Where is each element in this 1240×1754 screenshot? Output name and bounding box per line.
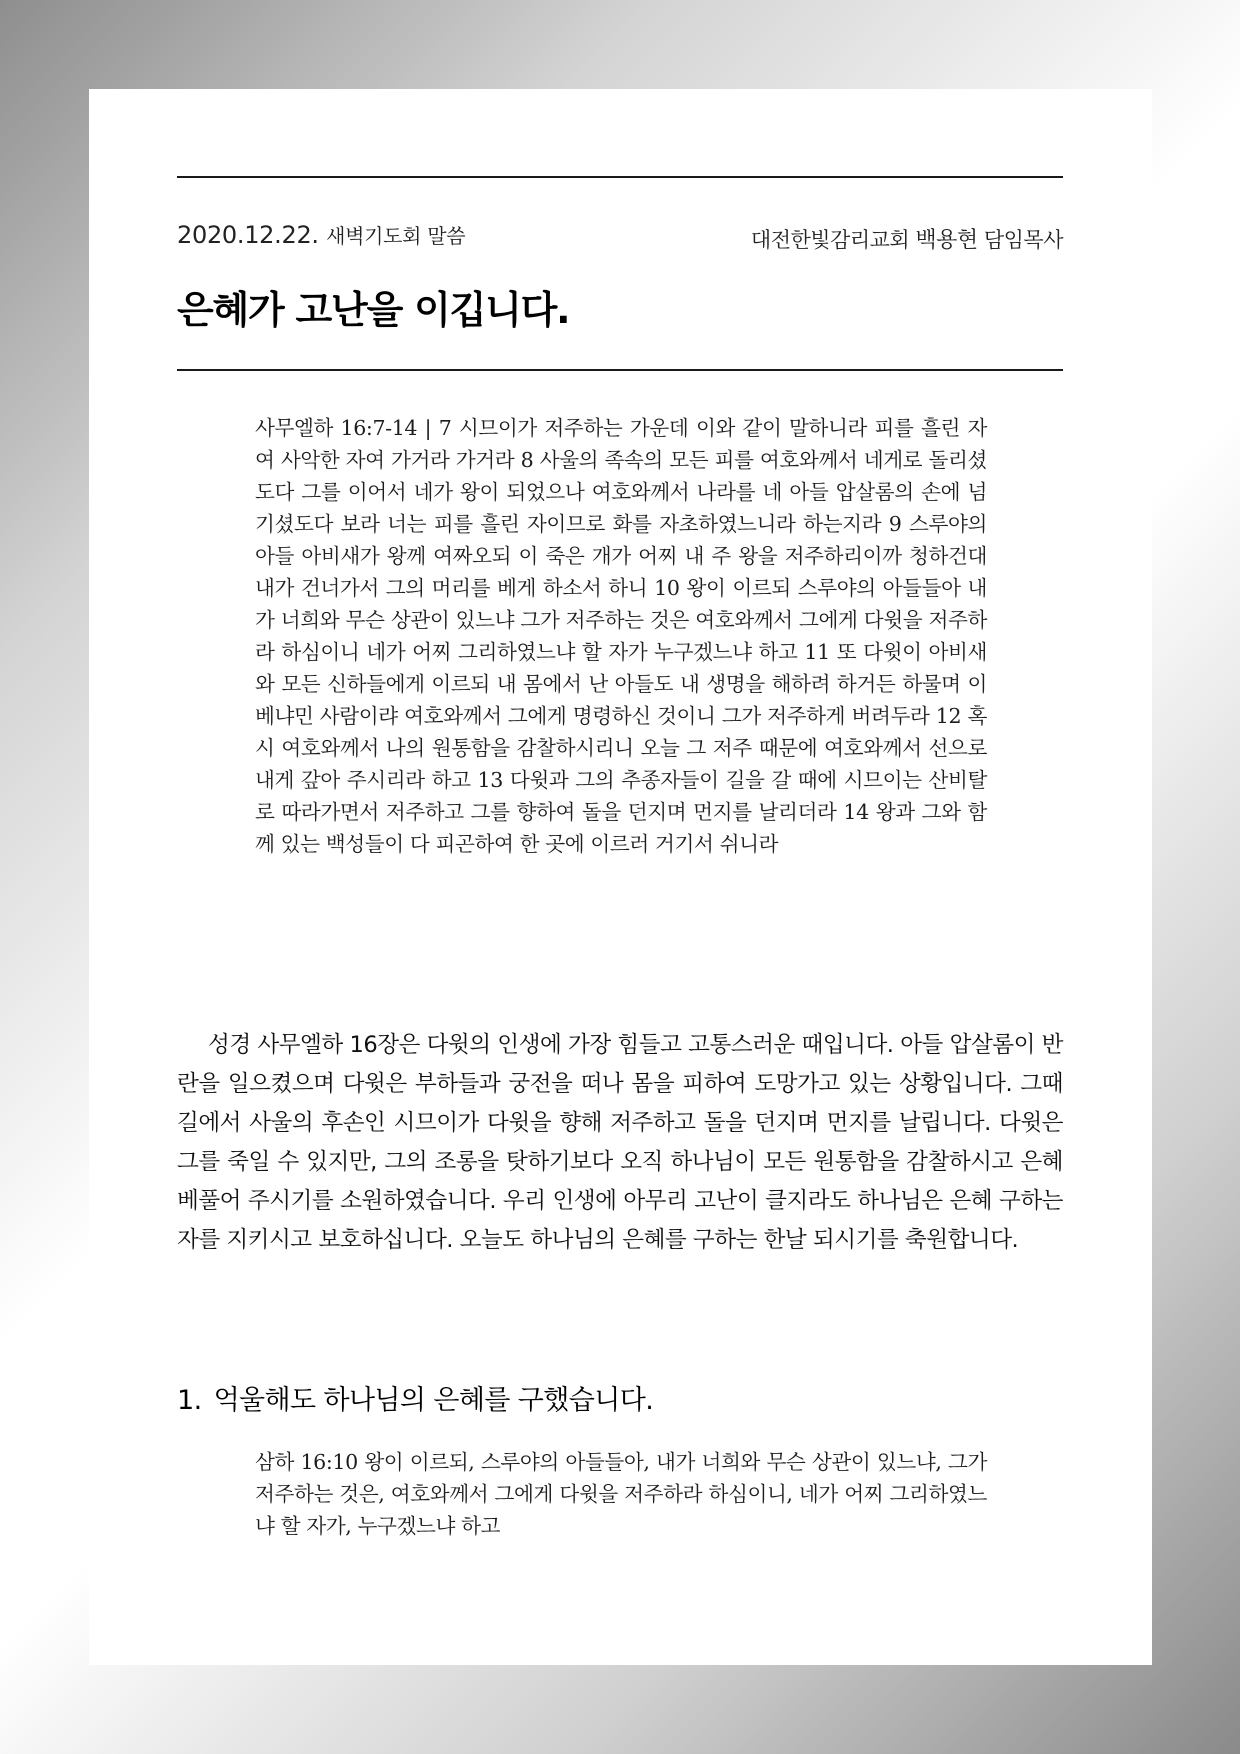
section-1-verse: 삼하 16:10 왕이 이르되, 스루야의 아들들아, 내가 너희와 무슨 상관이 있느냐, 그가 저주하는 것은, 여호와께서 그에게 다윗을 저주하라 하심이니, 네가 어찌 그리하였느냐 할 자가, 누구겠느냐 하고 [255,1450,987,1538]
bottom-rule [177,369,1063,371]
document-page [89,89,1152,1665]
section-1-heading [177,1378,653,1417]
sermon-date: 2020.12.22. [177,221,319,249]
sermon-title: 은혜가 고난을 이깁니다. [177,288,570,332]
section-1-title: 억울해도 하나님의 은혜를 구했습니다. [213,1385,654,1416]
service-name: 새벽기도회 말씀 [326,224,466,248]
church-name: 대전한빛감리교회 [750,228,910,252]
pastor-title: 담임목사 [983,228,1063,252]
sermon-date-line [177,220,465,249]
top-rule [177,176,1063,178]
section-1-number: 1. [177,1385,202,1416]
intro-paragraph: 성경 사무엘하 16장은 다윗의 인생에 가장 힘들고 고통스러운 때입니다. 아들 압살롬이 반란을 일으켰으며 다윗은 부하들과 궁전을 떠나 몸을 피하여 도망가고 있는 상황입니다. 그때 길에서 사울의 후손인 시므이가 다윗을 향해 저주하고 돌을 던지며 먼지를 날립니다. 다윗은 그를 죽일 수 있지만, 그의 조롱을 탓하기보다 오직 하나님이 모든 원통함을 감찰하시고 은혜 베풀어 주시기를 소원하였습니다. 우리 인생에 아무리 고난이 클지라도 하나님은 은혜 구하는 자를 지키시고 보호하십니다. 오늘도 하나님의 은혜를 구하는 한날 되시기를 축원합니다. [177,1032,1063,1253]
scripture-passage: 사무엘하 16:7-14 | 7 시므이가 저주하는 가운데 이와 같이 말하니라 피를 흘린 자여 사악한 자여 가거라 가거라 8 사울의 족속의 모든 피를 여호와께서 네게로 돌리셨도다 그를 이어서 네가 왕이 되었으나 여호와께서 나라를 네 아들 압살롬의 손에 넘기셨도다 보라 너는 피를 흘린 자이므로 화를 자초하였느니라 하는지라 9 스루야의 아들 아비새가 왕께 여짜오되 이 죽은 개가 어찌 내 주 왕을 저주하리이까 청하건대 내가 건너가서 그의 머리를 베게 하소서 하니 10 왕이 이르되 스루야의 아들들아 내가 너희와 무슨 상관이 있느냐 그가 저주하는 것은 여호와께서 그에게 다윗을 저주하라 하심이니 네가 어찌 그리하였느냐 할 자가 누구겠느냐 하고 11 또 다윗이 아비새와 모든 신하들에게 이르되 내 몸에서 난 아들도 내 생명을 해하려 하거든 하물며 이 베냐민 사람이랴 여호와께서 그에게 명령하신 것이니 그가 저주하게 버려두라 12 혹시 여호와께서 나의 원통함을 감찰하시리니 오늘 그 저주 때문에 여호와께서 선으로 내게 갚아 주시리라 하고 13 다윗과 그의 추종자들이 길을 갈 때에 시므이는 산비탈로 따라가면서 저주하고 그를 향하여 돌을 던지며 먼지를 날리더라 14 왕과 그와 함께 있는 백성들이 다 피곤하여 한 곳에 이르러 거기서 쉬니라 [255,416,987,856]
pastor-name: 백용현 [915,228,978,253]
church-pastor-line [751,223,1063,254]
